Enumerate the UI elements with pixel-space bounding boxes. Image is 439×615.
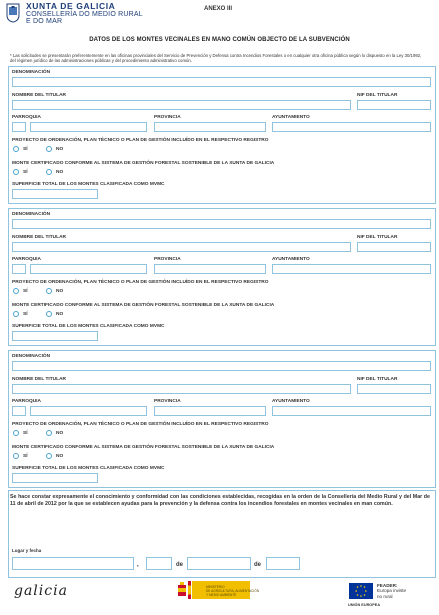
provincia-field[interactable] [154, 406, 266, 416]
feader-line-2: Europa inviste [377, 588, 407, 594]
organization-name [26, 3, 143, 26]
nif-field[interactable] [357, 100, 431, 110]
proyecto-label: PROYECTO DE ORDENACIÓN, PLAN TÉCNICO O PLAN DE GESTIÓN INCLUÍDO EN EL RESPECTIVO REGISTRO [12, 422, 269, 427]
feader-line-3: no rural [377, 593, 393, 599]
proyecto-si-radio[interactable] [13, 430, 19, 436]
superficie-label: SUPERFICIE TOTAL DE LOS MONTES CLASIFICADA COMO MVMC [12, 324, 165, 329]
certificado-label: MONTE CERTIFICADO CONFORME AL SISTEMA DE GESTIÓN FORESTAL SOSTENIBLE DE LA XUNTA DE GALICIA [12, 161, 275, 166]
submission-note: * Las solicitudes se presentarán preferentemente en las oficinas provinciales del Servicio de Prevención y Defensa contra Incendios Forestales o en cualquier otra oficina pública según lo dispuesto en la Ley 30/1992, del régimen jurídico de las administraciones públicas y del procedimiento administrativo común. [10, 53, 422, 64]
provincia-label: PROVINCIA [154, 115, 181, 120]
ayuntamiento-label: AYUNTAMIENTO [272, 115, 310, 120]
date-de-2: de [254, 562, 262, 568]
nif-label: NIF DEL TITULAR [357, 377, 398, 382]
provincia-label: PROVINCIA [154, 257, 181, 262]
provincia-field[interactable] [154, 264, 266, 274]
org-line-3: E DO MAR [26, 18, 63, 26]
denominacion-label: DENOMINACIÓN [12, 70, 51, 75]
galicia-logo: galicia [14, 583, 68, 599]
ministry-line-3: Y MEDIO AMBIENTE [206, 592, 237, 597]
titular-label: NOMBRE DEL TITULAR [12, 235, 67, 240]
certificado-no-radio[interactable] [46, 169, 52, 175]
denominacion-field[interactable] [12, 361, 431, 371]
nif-field[interactable] [357, 384, 431, 394]
certificado-si-radio[interactable] [13, 453, 19, 459]
month-field[interactable] [187, 557, 251, 570]
titular-label: NOMBRE DEL TITULAR [12, 377, 67, 382]
denominacion-field[interactable] [12, 219, 431, 229]
certificado-no-radio[interactable] [46, 311, 52, 317]
nif-label: NIF DEL TITULAR [357, 235, 398, 240]
parroquia-field[interactable] [30, 122, 147, 132]
certificado-no-label: NO [56, 454, 64, 459]
superficie-field[interactable] [12, 189, 98, 199]
certificado-si-radio[interactable] [13, 169, 19, 175]
ayuntamiento-field[interactable] [272, 406, 431, 416]
feader-title: FEADER: [377, 583, 398, 588]
certificado-si-label: SÍ [23, 312, 28, 317]
ministry-name [206, 586, 259, 597]
org-line-2: CONSELLERÍA DO MEDIO RURAL [26, 10, 143, 18]
proyecto-no-label: NO [56, 289, 64, 294]
proyecto-no-label: NO [56, 147, 64, 152]
annex-label: ANEXO III [204, 6, 233, 12]
ayuntamiento-field[interactable] [272, 122, 431, 132]
declaration-text: Se hace constar expresamente el conocimiento y conformidad con las condiciones establecidas, recogidas en la orden de la Consellería del Medio Rural y del Mar de 11 de abril de 2012 por la que se establecen ayudas para la prevención y la defensa contra los incendios forestales en montes vecinales en man común. [10, 494, 430, 508]
proyecto-si-radio[interactable] [13, 288, 19, 294]
parroquia-label: PARROQUIA [12, 257, 41, 262]
nif-label: NIF DEL TITULAR [357, 93, 398, 98]
parroquia-label: PARROQUIA [12, 115, 41, 120]
proyecto-no-radio[interactable] [46, 146, 52, 152]
superficie-field[interactable] [12, 331, 98, 341]
ministry-line-1: MINISTERIO [206, 585, 225, 589]
eu-label: UNIÓN EUROPEA [348, 603, 381, 607]
provincia-field[interactable] [154, 122, 266, 132]
proyecto-si-label: SÍ [23, 147, 28, 152]
proyecto-si-label: SÍ [23, 431, 28, 436]
spain-coat-of-arms-icon [177, 581, 187, 599]
nif-field[interactable] [357, 242, 431, 252]
certificado-label: MONTE CERTIFICADO CONFORME AL SISTEMA DE GESTIÓN FORESTAL SOSTENIBLE DE LA XUNTA DE GALICIA [12, 445, 275, 450]
spain-flag-stripe-icon [188, 581, 191, 599]
xunta-shield-icon [6, 3, 20, 23]
titular-field[interactable] [12, 242, 351, 252]
proyecto-label: PROYECTO DE ORDENACIÓN, PLAN TÉCNICO O PLAN DE GESTIÓN INCLUÍDO EN EL RESPECTIVO REGISTRO [12, 138, 269, 143]
parroquia-label: PARROQUIA [12, 399, 41, 404]
ministry-line-2: DE AGRICULTURA, ALIMENTACIÓN [206, 588, 260, 593]
titular-field[interactable] [12, 100, 351, 110]
monte-block-2 [8, 208, 436, 346]
parroquia-field[interactable] [30, 406, 147, 416]
place-date-label: Lugar y fecha [12, 548, 42, 553]
ayuntamiento-label: AYUNTAMIENTO [272, 399, 310, 404]
date-de-1: de [176, 562, 184, 568]
year-field[interactable] [266, 557, 300, 570]
titular-field[interactable] [12, 384, 351, 394]
provincia-label: PROVINCIA [154, 399, 181, 404]
parroquia-code-field[interactable] [12, 122, 26, 132]
denominacion-field[interactable] [12, 77, 431, 87]
day-field[interactable] [146, 557, 172, 570]
superficie-label: SUPERFICIE TOTAL DE LOS MONTES CLASIFICADA COMO MVMC [12, 182, 165, 187]
certificado-no-radio[interactable] [46, 453, 52, 459]
proyecto-si-radio[interactable] [13, 146, 19, 152]
proyecto-label: PROYECTO DE ORDENACIÓN, PLAN TÉCNICO O PLAN DE GESTIÓN INCLUÍDO EN EL RESPECTIVO REGISTRO [12, 280, 269, 285]
form-title: DATOS DE LOS MONTES VECINALES EN MANO COMÚN OBJECTO DE LA SUBVENCIÓN [89, 37, 350, 43]
proyecto-si-label: SÍ [23, 289, 28, 294]
titular-label: NOMBRE DEL TITULAR [12, 93, 67, 98]
parroquia-code-field[interactable] [12, 264, 26, 274]
certificado-label: MONTE CERTIFICADO CONFORME AL SISTEMA DE GESTIÓN FORESTAL SOSTENIBLE DE LA XUNTA DE GALICIA [12, 303, 275, 308]
parroquia-code-field[interactable] [12, 406, 26, 416]
superficie-label: SUPERFICIE TOTAL DE LOS MONTES CLASIFICADA COMO MVMC [12, 466, 165, 471]
proyecto-no-label: NO [56, 431, 64, 436]
certificado-no-label: NO [56, 312, 64, 317]
certificado-si-label: SÍ [23, 170, 28, 175]
certificado-no-label: NO [56, 170, 64, 175]
superficie-field[interactable] [12, 473, 98, 483]
certificado-si-radio[interactable] [13, 311, 19, 317]
org-line-1: XUNTA DE GALICIA [26, 1, 116, 11]
certificado-si-label: SÍ [23, 454, 28, 459]
eu-flag-icon [349, 583, 373, 599]
ayuntamiento-label: AYUNTAMIENTO [272, 257, 310, 262]
denominacion-label: DENOMINACIÓN [12, 354, 51, 359]
date-comma: , [137, 562, 139, 568]
monte-block-3 [8, 350, 436, 488]
parroquia-field[interactable] [30, 264, 147, 274]
proyecto-no-radio[interactable] [46, 430, 52, 436]
proyecto-no-radio[interactable] [46, 288, 52, 294]
monte-block-1 [8, 66, 436, 204]
ayuntamiento-field[interactable] [272, 264, 431, 274]
feader-text [377, 583, 406, 599]
denominacion-label: DENOMINACIÓN [12, 212, 51, 217]
place-field[interactable] [12, 557, 134, 570]
